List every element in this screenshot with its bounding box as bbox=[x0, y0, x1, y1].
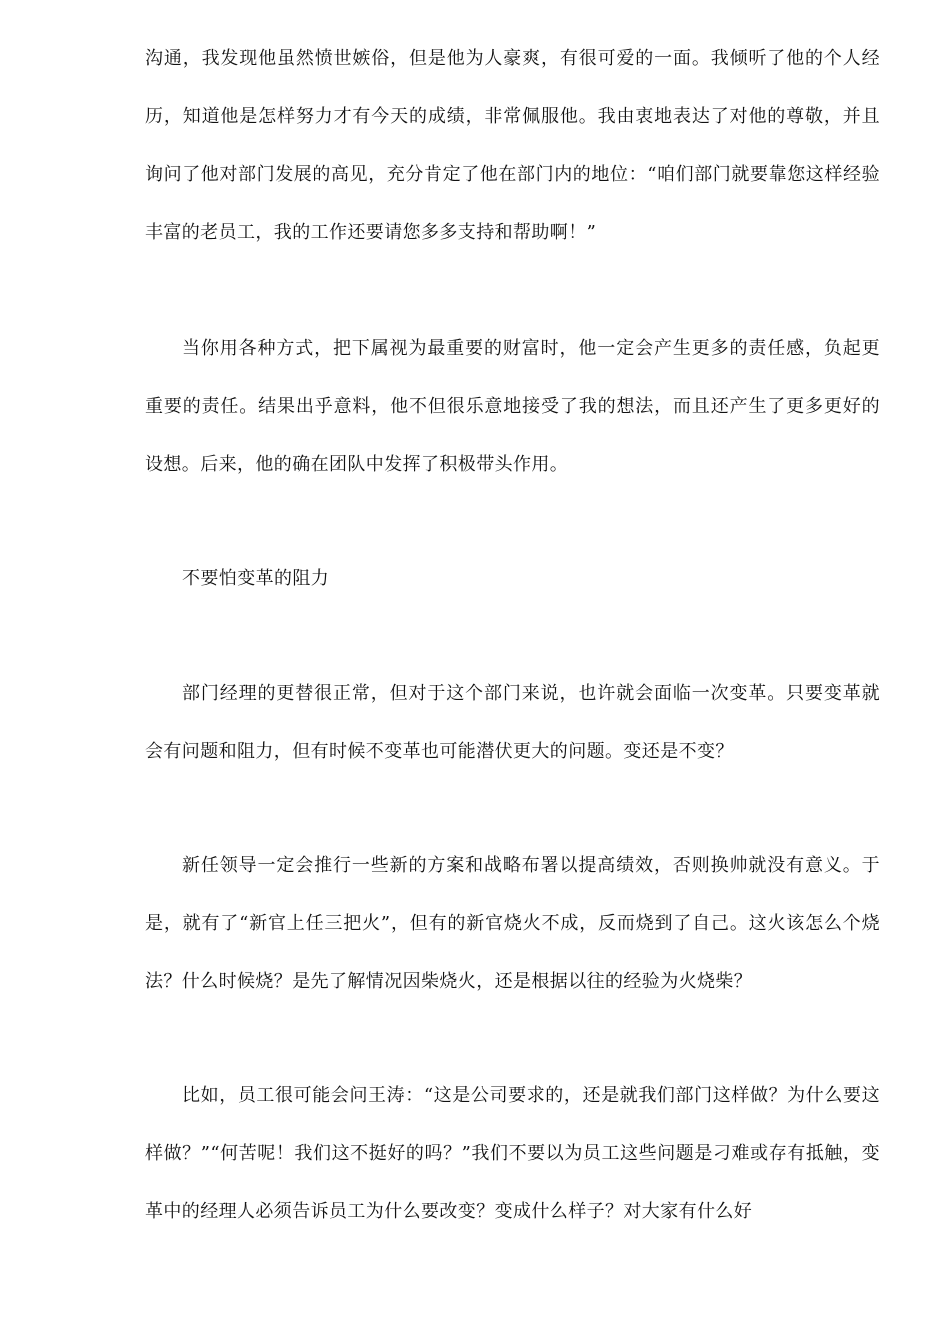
paragraph-employee-questions: 比如，员工很可能会问王涛：“这是公司要求的，还是就我们部门这样做？为什么要这样做？”“何苦呢！我们这不挺好的吗？”我们不要以为员工这些问题是刁难或存有抵触，变革中的经理人必须告诉员工为什么要改变？变成什么样子？对大家有什么好 bbox=[145, 1085, 880, 1222]
paragraph-subordinates-as-wealth: 当你用各种方式，把下属视为最重要的财富时，他一定会产生更多的责任感，负起更重要的责任。结果出乎意料，他不但很乐意地接受了我的想法，而且还产生了更多更好的设想。后来，他的确在团队中发挥了积极带头作用。 bbox=[145, 338, 880, 475]
paragraph-continuation: 沟通，我发现他虽然愤世嫉俗，但是他为人豪爽，有很可爱的一面。我倾听了他的个人经历，知道他是怎样努力才有今天的成绩，非常佩服他。我由衷地表达了对他的尊敬，并且询问了他对部门发展的高见，充分肯定了他在部门内的地位：“咱们部门就要靠您这样经验丰富的老员工，我的工作还要请您多多支持和帮助啊！” bbox=[145, 48, 880, 243]
paragraph-new-leader: 新任领导一定会推行一些新的方案和战略布署以提高绩效，否则换帅就没有意义。于是，就有了“新官上任三把火”，但有的新官烧火不成，反而烧到了自己。这火该怎么个烧法？什么时候烧？是先了解情况因柴烧火，还是根据以往的经验为火烧柴？ bbox=[145, 855, 880, 992]
section-heading: 不要怕变革的阻力 bbox=[182, 568, 330, 589]
paragraph-manager-change: 部门经理的更替很正常，但对于这个部门来说，也许就会面临一次变革。只要变革就会有问题和阻力，但有时候不变革也可能潜伏更大的问题。变还是不变？ bbox=[145, 683, 880, 762]
